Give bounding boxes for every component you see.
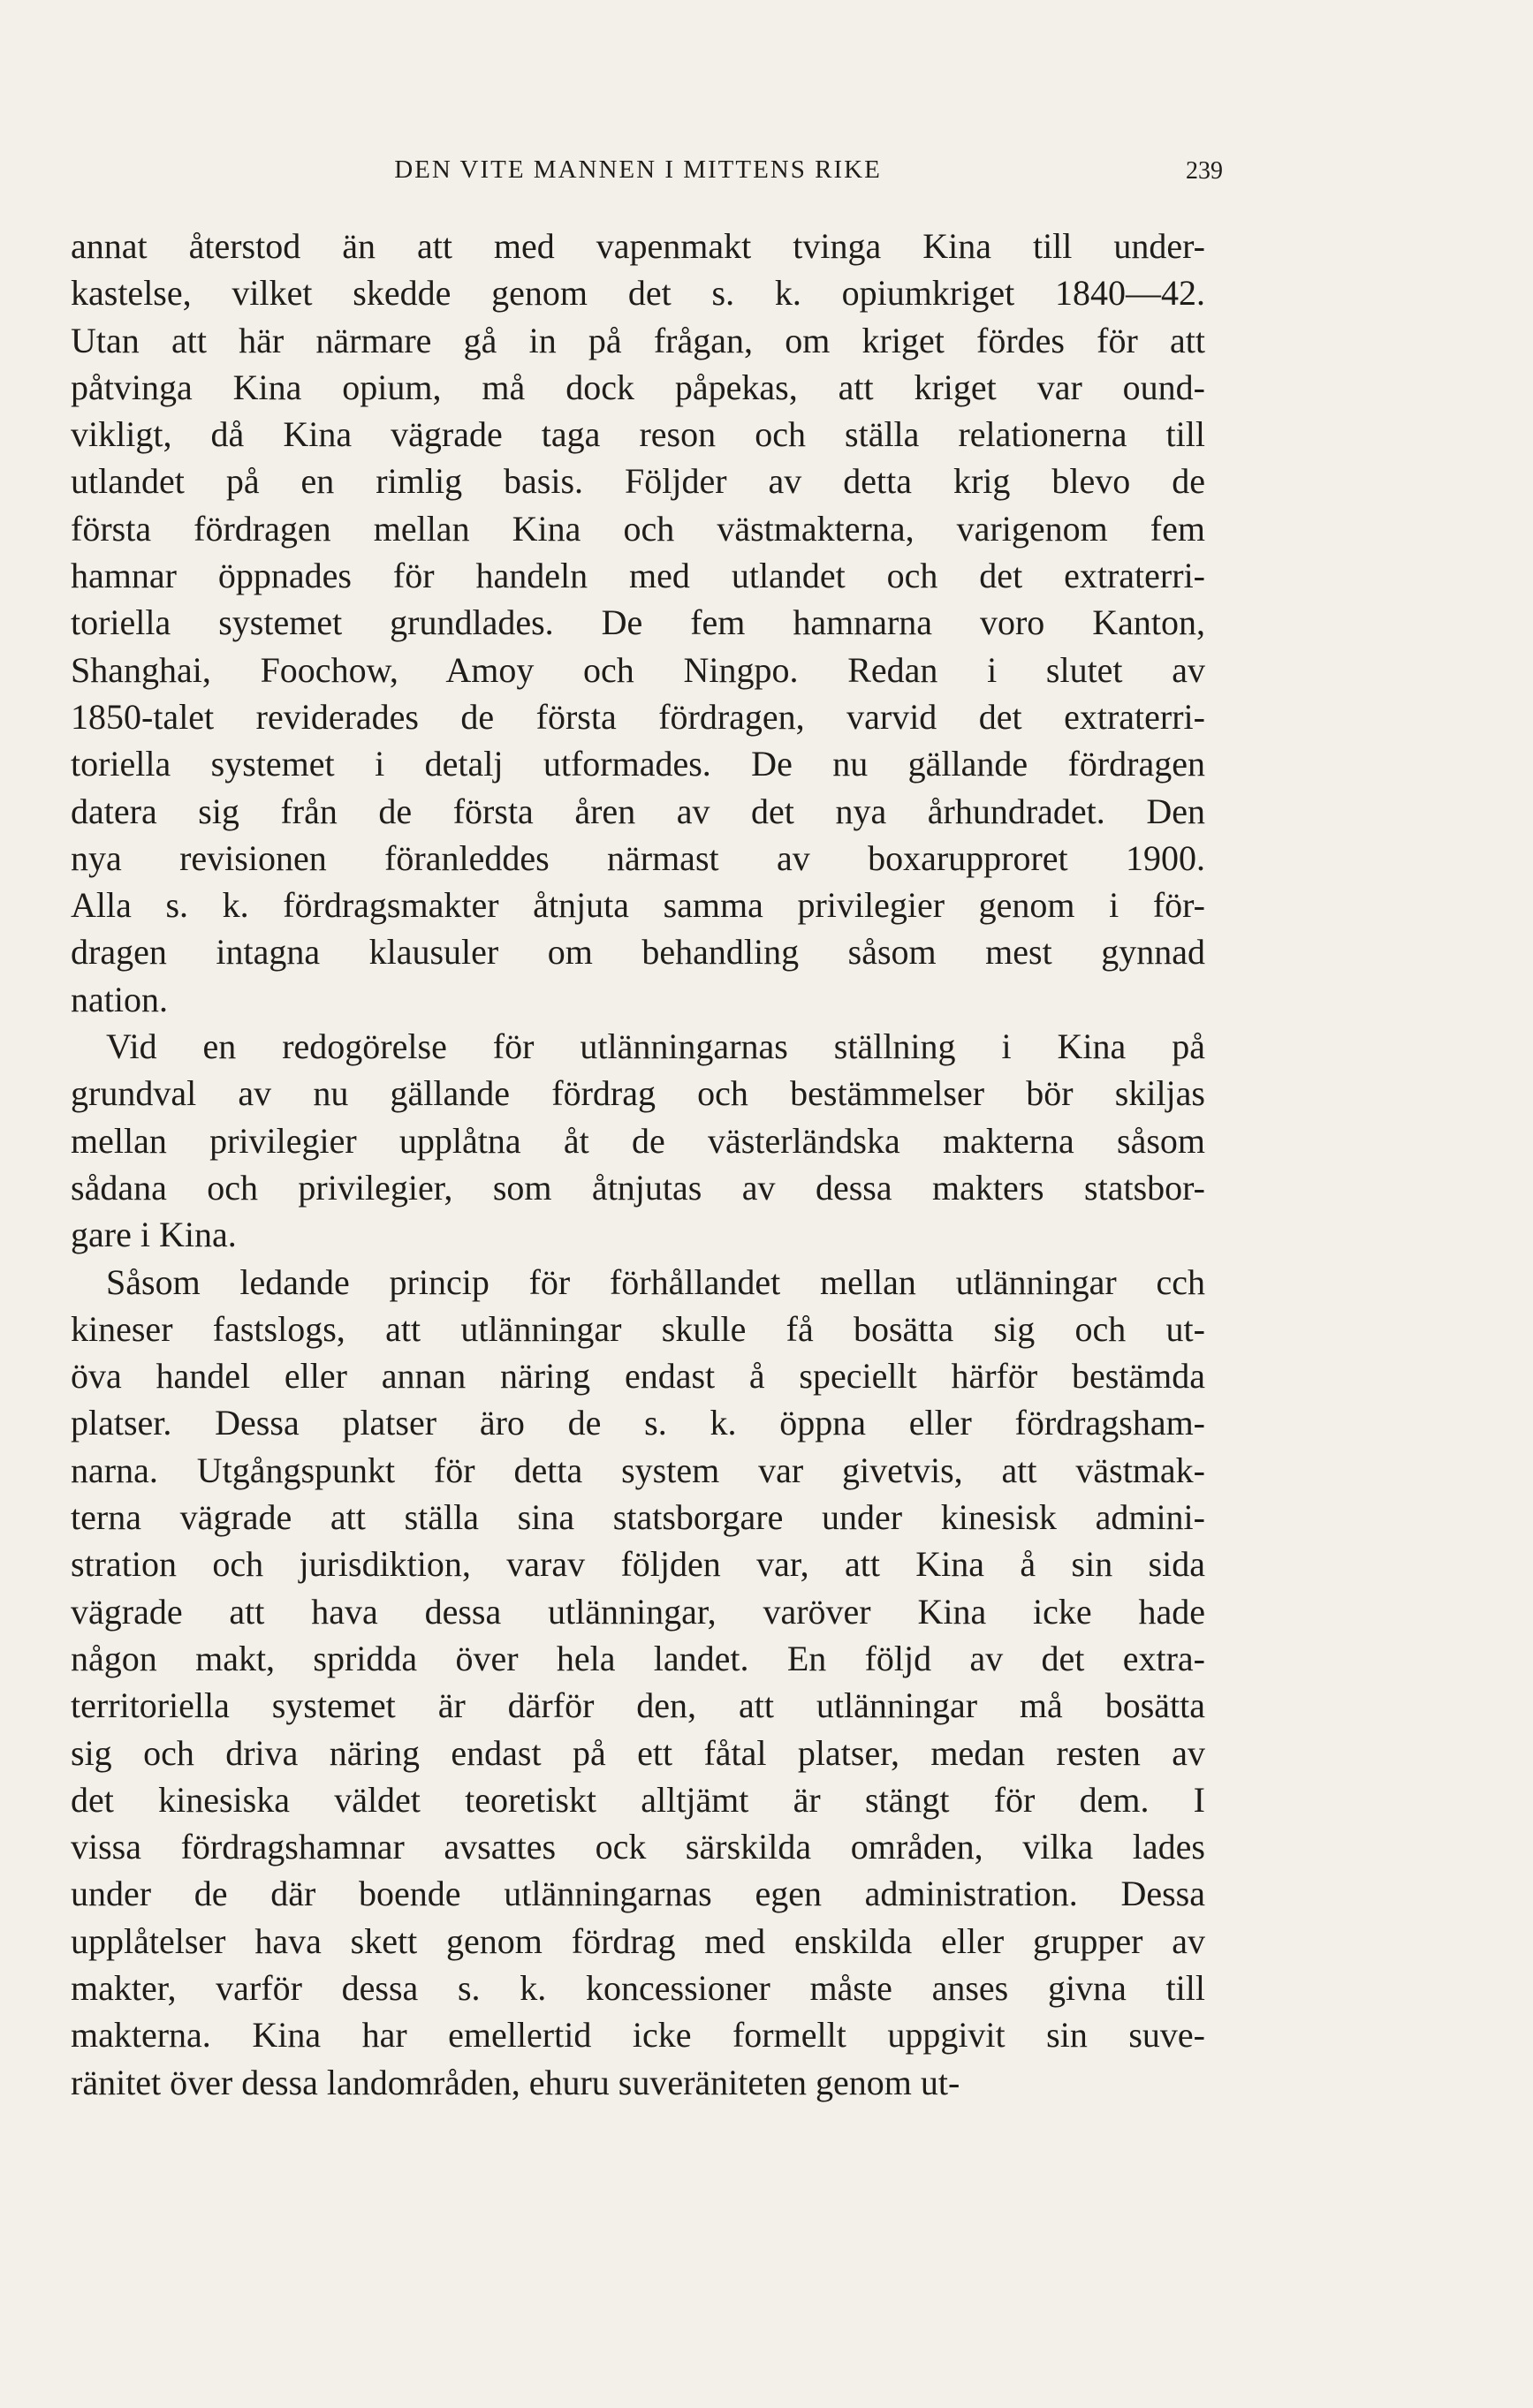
text-line: någon makt, spridda över hela landet. En följd av det extra- bbox=[71, 1638, 1205, 1678]
text-line: 1850-talet reviderades de första fördragen, varvid det extraterri- bbox=[71, 696, 1205, 737]
text-line: upplåtelser hava skett genom fördrag med enskilda eller grupper av bbox=[71, 1920, 1205, 1961]
body-text bbox=[71, 223, 1205, 2106]
text-line: nya revisionen föranleddes närmast av boxarupproret 1900. bbox=[71, 837, 1205, 878]
text-line: första fördragen mellan Kina och västmakterna, varigenom fem bbox=[71, 508, 1205, 549]
text-line: det kinesiska väldet teoretiskt alltjämt är stängt för dem. I bbox=[71, 1779, 1205, 1820]
text-line: Alla s. k. fördragsmakter åtnjuta samma privilegier genom i för- bbox=[71, 885, 1205, 926]
text-line: vikligt, då Kina vägrade taga reson och ställa relationerna till bbox=[71, 414, 1205, 455]
running-head bbox=[71, 152, 1223, 187]
text-line: nation. bbox=[71, 979, 168, 1019]
paragraph bbox=[71, 1259, 1205, 2106]
text-line: påtvinga Kina opium, må dock påpekas, att kriget var ound- bbox=[71, 367, 1205, 407]
paragraph bbox=[71, 223, 1205, 1023]
text-line: kastelse, vilket skedde genom det s. k. opiumkriget 1840—42. bbox=[71, 273, 1205, 314]
text-line: narna. Utgångspunkt för detta system var givetvis, att västmak- bbox=[71, 1450, 1205, 1490]
page-number: 239 bbox=[1186, 157, 1223, 185]
text-line: makter, varför dessa s. k. koncessioner måste anses givna till bbox=[71, 1967, 1205, 2008]
text-line: Shanghai, Foochow, Amoy och Ningpo. Redan i slutet av bbox=[71, 649, 1205, 690]
text-line: Utan att här närmare gå in på frågan, om kriget fördes för att bbox=[71, 320, 1205, 360]
text-line: sig och driva näring endast på ett fåtal platser, medan resten av bbox=[71, 1732, 1205, 1773]
text-line: ränitet över dessa landområden, ehuru suveräniteten genom ut- bbox=[71, 2062, 960, 2102]
text-line: toriella systemet i detalj utformades. De nu gällande fördragen bbox=[71, 744, 1205, 784]
text-line: datera sig från de första åren av det nya århundradet. Den bbox=[71, 791, 1205, 831]
text-line: platser. Dessa platser äro de s. k. öppna eller fördragsham- bbox=[71, 1403, 1205, 1443]
text-line: territoriella systemet är därför den, att utlänningar må bosätta bbox=[71, 1685, 1205, 1726]
text-line: vissa fördragshamnar avsattes ock särskilda områden, vilka lades bbox=[71, 1827, 1205, 1867]
text-line: Vid en redogörelse för utlänningarnas ställning i Kina på bbox=[106, 1026, 1205, 1067]
text-line: stration och jurisdiktion, varav följden var, att Kina å sin sida bbox=[71, 1544, 1205, 1585]
text-line: makterna. Kina har emellertid icke formellt uppgivit sin suve- bbox=[71, 2015, 1205, 2056]
text-line: utlandet på en rimlig basis. Följder av detta krig blevo de bbox=[71, 461, 1205, 502]
text-line: Såsom ledande princip för förhållandet mellan utlänningar cch bbox=[106, 1261, 1205, 1302]
text-line: terna vägrade att ställa sina statsborgare under kinesisk admini- bbox=[71, 1497, 1205, 1538]
paragraph bbox=[71, 1023, 1205, 1258]
text-line: grundval av nu gällande fördrag och bestämmelser bör skiljas bbox=[71, 1073, 1205, 1114]
text-line: toriella systemet grundlades. De fem hamnarna voro Kanton, bbox=[71, 602, 1205, 643]
text-line: sådana och privilegier, som åtnjutas av dessa makters statsbor- bbox=[71, 1167, 1205, 1208]
text-line: dragen intagna klausuler om behandling såsom mest gynnad bbox=[71, 932, 1205, 973]
text-line: kineser fastslogs, att utlänningar skulle få bosätta sig och ut- bbox=[71, 1308, 1205, 1349]
text-line: under de där boende utlänningarnas egen administration. Dessa bbox=[71, 1874, 1205, 1914]
text-line: mellan privilegier upplåtna åt de västerländska makterna såsom bbox=[71, 1120, 1205, 1161]
running-title: DEN VITE MANNEN I MITTENS RIKE bbox=[394, 155, 882, 184]
text-line: hamnar öppnades för handeln med utlandet och det extraterri- bbox=[71, 556, 1205, 596]
text-line: vägrade att hava dessa utlänningar, varöver Kina icke hade bbox=[71, 1591, 1205, 1632]
text-line: annat återstod än att med vapenmakt tvinga Kina till under- bbox=[71, 226, 1205, 266]
text-line: gare i Kina. bbox=[71, 1215, 237, 1255]
text-line: öva handel eller annan näring endast å speciellt härför bestämda bbox=[71, 1356, 1205, 1397]
